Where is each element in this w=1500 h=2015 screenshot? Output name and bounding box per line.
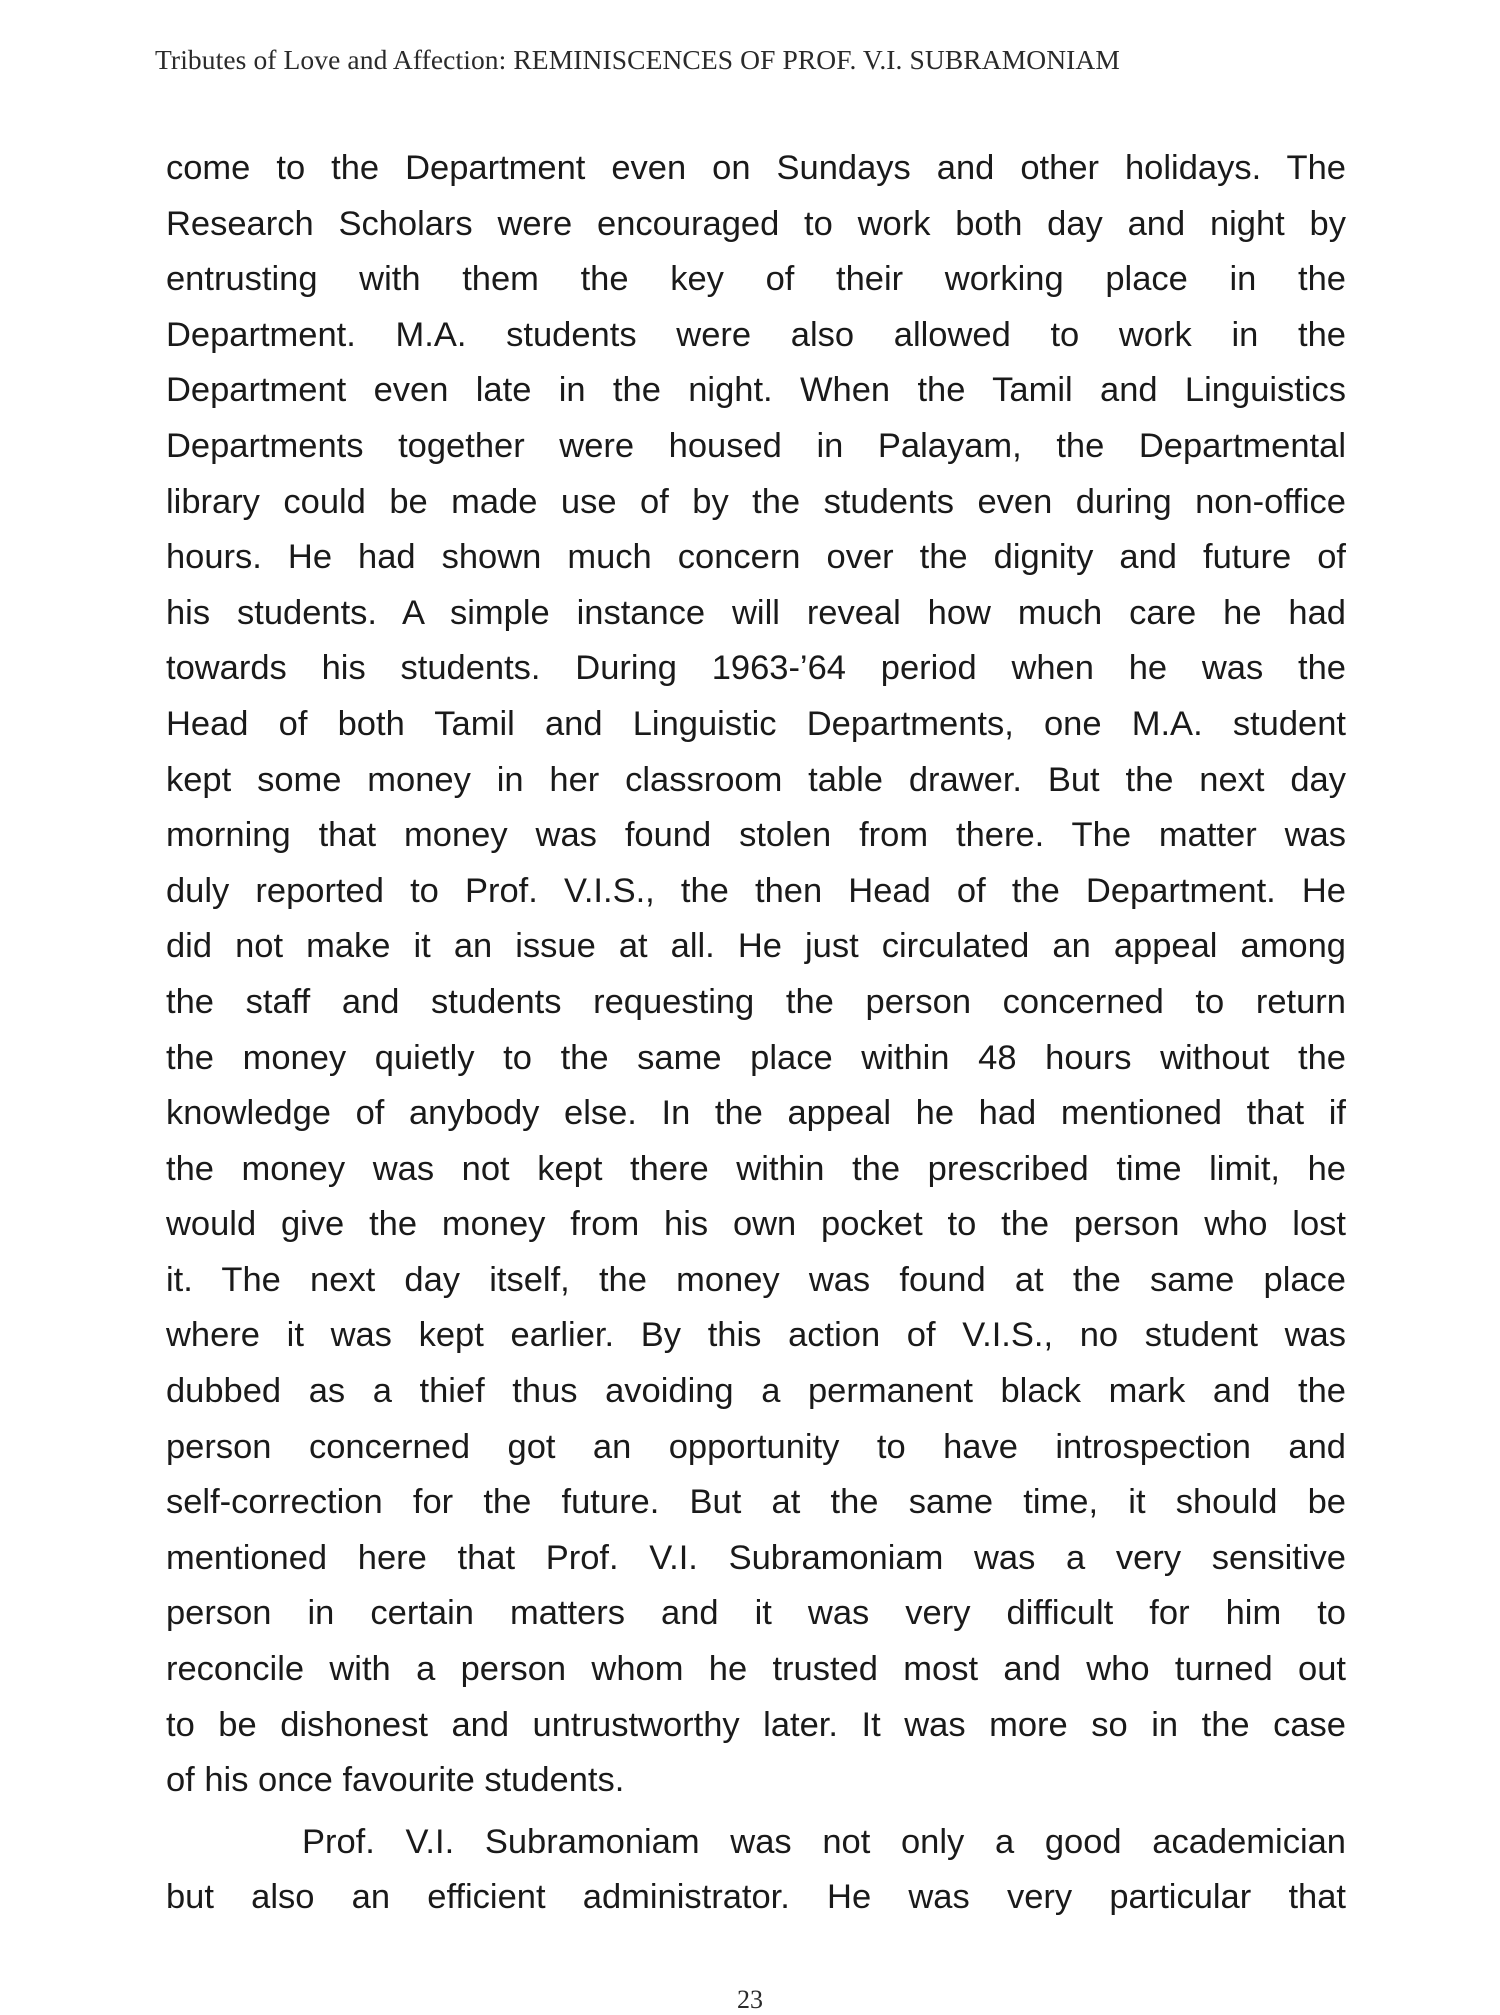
text-line: the money quietly to the same place within 48 hours without the [166,1038,1346,1077]
text-line: person in certain matters and it was very difficult for him to [166,1594,1346,1633]
text-line: kept some money in her classroom table drawer. But the next day [166,760,1346,799]
body-text [166,141,1346,1926]
text-line: Head of both Tamil and Linguistic Departments, one M.A. student [166,704,1346,743]
text-line: would give the money from his own pocket to the person who lost [166,1205,1346,1244]
text-line: mentioned here that Prof. V.I. Subramoniam was a very sensitive [166,1538,1346,1577]
text-line: did not make it an issue at all. He just circulated an appeal among [166,927,1346,966]
text-line: to be dishonest and untrustworthy later. It was more so in the case [166,1705,1346,1744]
text-line: the staff and students requesting the person concerned to return [166,982,1346,1021]
text-line: library could be made use of by the students even during non-office [166,482,1346,521]
text-line: hours. He had shown much concern over the dignity and future of [166,538,1346,577]
text-line: come to the Department even on Sundays and other holidays. The [166,149,1346,187]
text-line: Department. M.A. students were also allowed to work in the [166,315,1346,354]
text-line: Department even late in the night. When the Tamil and Linguistics [166,371,1346,410]
text-line: knowledge of anybody else. In the appeal he had mentioned that if [166,1094,1346,1133]
text-line: Departments together were housed in Palayam, the Departmental [166,426,1346,465]
text-line: towards his students. During 1963-’64 period when he was the [166,649,1346,688]
text-line: of his once favourite students. [166,1761,625,1800]
text-line: duly reported to Prof. V.I.S., the then Head of the Department. He [166,871,1346,910]
text-line: reconcile with a person whom he trusted most and who turned out [166,1650,1346,1689]
text-line: person concerned got an opportunity to have introspection and [166,1427,1346,1466]
text-line: Prof. V.I. Subramoniam was not only a good academician [302,1822,1346,1861]
paragraph-2 [166,1815,1346,1926]
paragraph-1 [166,141,1346,1809]
text-line: but also an efficient administrator. He was very particular that [166,1878,1346,1917]
text-line: entrusting with them the key of their working place in the [166,260,1346,299]
text-line: Research Scholars were encouraged to work both day and night by [166,204,1346,243]
text-line: it. The next day itself, the money was found at the same place [166,1260,1346,1299]
text-line: where it was kept earlier. By this action of V.I.S., no student was [166,1316,1346,1355]
page-number: 23 [737,1985,763,2014]
text-line: self-correction for the future. But at the same time, it should be [166,1483,1346,1522]
text-line: morning that money was found stolen from there. The matter was [166,816,1346,855]
text-line: the money was not kept there within the prescribed time limit, he [166,1149,1346,1188]
text-line: dubbed as a thief thus avoiding a permanent black mark and the [166,1372,1346,1411]
text-line: his students. A simple instance will reveal how much care he had [166,593,1346,632]
running-header: Tributes of Love and Affection: REMINISCENCES OF PROF. V.I. SUBRAMONIAM [155,44,1120,75]
